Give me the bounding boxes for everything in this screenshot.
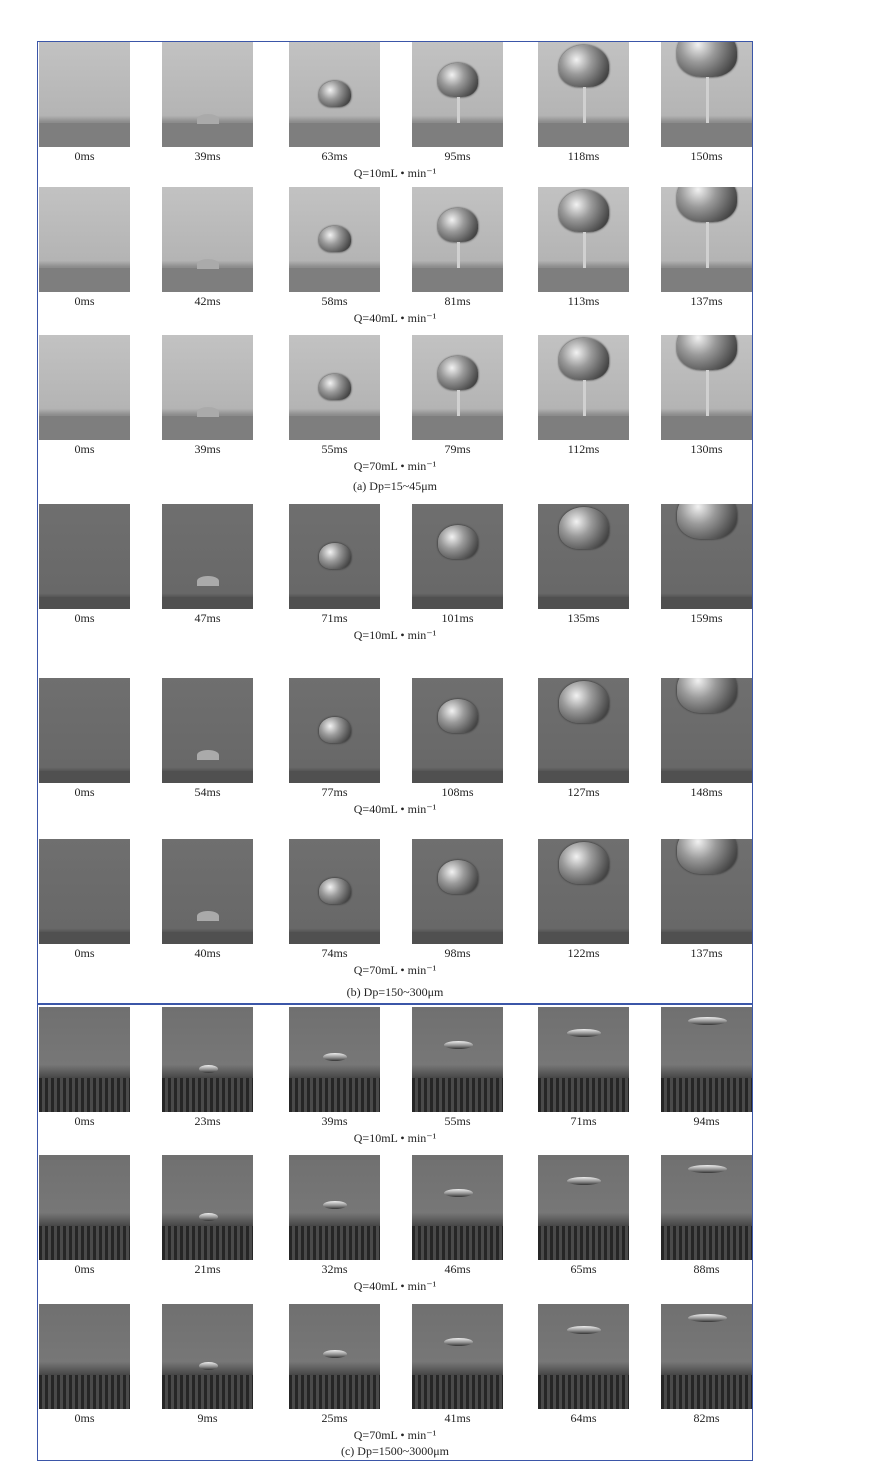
video-frame (289, 1007, 380, 1112)
bubble-shape (319, 81, 350, 107)
caption-b: (b) Dp=150~300μm (346, 985, 444, 999)
video-frame (412, 678, 503, 783)
time-label: 130ms (690, 442, 723, 456)
bubble-stem (457, 390, 460, 416)
video-frame (538, 1007, 629, 1112)
bubble-shape (323, 1201, 347, 1209)
video-frame (538, 839, 629, 944)
time-label: 54ms (194, 785, 221, 799)
bed-surface (39, 597, 130, 609)
bed-surface (39, 416, 130, 440)
video-frame (39, 839, 130, 944)
bed-surface (538, 268, 629, 292)
video-frame (538, 504, 629, 609)
bed-surface (661, 597, 752, 609)
bubble-stem (583, 380, 586, 416)
bubble-shape (444, 1189, 473, 1197)
time-label: 0ms (74, 1411, 95, 1425)
time-label: 0ms (74, 1262, 95, 1276)
bubble-stem (706, 77, 709, 123)
bed-surface (538, 771, 629, 783)
bed-surface (162, 1226, 253, 1260)
bed-surface (39, 771, 130, 783)
video-frame (289, 1155, 380, 1260)
bed-surface (412, 123, 503, 147)
time-label: 81ms (444, 294, 471, 308)
video-frame (162, 504, 253, 609)
video-frame (39, 678, 130, 783)
time-label: 23ms (194, 1114, 221, 1128)
bed-surface (412, 1078, 503, 1112)
bed-surface (412, 416, 503, 440)
bed-surface (538, 932, 629, 944)
bed-surface (162, 932, 253, 944)
video-frame (289, 1304, 380, 1409)
video-frame (289, 335, 380, 440)
time-label: 55ms (444, 1114, 471, 1128)
video-frame (412, 187, 503, 292)
time-label: 0ms (74, 946, 95, 960)
time-label: 71ms (321, 611, 348, 625)
video-frame (162, 42, 253, 147)
bubble-shape (323, 1350, 347, 1358)
bed-surface (538, 123, 629, 147)
bed-surface (538, 1078, 629, 1112)
time-label: 113ms (567, 294, 600, 308)
time-label: 0ms (74, 1114, 95, 1128)
image-row (38, 678, 752, 816)
bubble-shape (677, 504, 737, 539)
video-frame (162, 678, 253, 783)
video-frame (538, 42, 629, 147)
bubble-shape (197, 114, 219, 124)
bed-surface (538, 1226, 629, 1260)
time-label: 32ms (321, 1262, 348, 1276)
bubble-stem (457, 242, 460, 268)
time-label: 0ms (74, 294, 95, 308)
video-frame (162, 1007, 253, 1112)
bubble-shape (559, 45, 609, 87)
bed-surface (661, 268, 752, 292)
bubble-shape (567, 1029, 601, 1037)
bubble-shape (559, 842, 609, 884)
bed-surface (661, 1226, 752, 1260)
video-frame (289, 42, 380, 147)
video-frame (538, 335, 629, 440)
time-label: 64ms (570, 1411, 597, 1425)
bubble-shape (323, 1053, 347, 1061)
bubble-shape (677, 335, 737, 370)
bubble-stem (457, 97, 460, 123)
bubble-shape (319, 878, 350, 904)
bed-surface (538, 597, 629, 609)
bed-surface (538, 416, 629, 440)
time-label: 21ms (194, 1262, 221, 1276)
time-label: 46ms (444, 1262, 471, 1276)
time-label: 101ms (441, 611, 474, 625)
video-frame (289, 504, 380, 609)
bed-surface (538, 1375, 629, 1409)
bubble-stem (583, 232, 586, 268)
bed-surface (289, 123, 380, 147)
video-frame (39, 187, 130, 292)
flow-rate-label: Q=70mL • min⁻¹ (353, 1428, 437, 1442)
time-label: 39ms (194, 442, 221, 456)
bubble-shape (444, 1041, 473, 1049)
image-row (38, 42, 752, 180)
video-frame (162, 1304, 253, 1409)
bubble-shape (559, 338, 609, 380)
bubble-shape (567, 1177, 601, 1185)
video-frame (39, 504, 130, 609)
time-label: 74ms (321, 946, 348, 960)
video-frame (412, 1304, 503, 1409)
bed-surface (289, 1375, 380, 1409)
bed-surface (289, 932, 380, 944)
time-label: 39ms (194, 149, 221, 163)
bubble-shape (197, 576, 219, 586)
bubble-shape (199, 1362, 218, 1370)
bubble-shape (438, 356, 479, 390)
video-frame (39, 1304, 130, 1409)
bed-surface (289, 416, 380, 440)
video-frame (412, 1155, 503, 1260)
caption-c: (c) Dp=1500~3000μm (340, 1444, 449, 1458)
time-label: 0ms (74, 149, 95, 163)
video-frame (661, 42, 752, 147)
time-label: 63ms (321, 149, 348, 163)
time-label: 88ms (693, 1262, 720, 1276)
video-frame (289, 839, 380, 944)
bubble-shape (677, 839, 737, 874)
bubble-shape (444, 1338, 473, 1346)
bed-surface (162, 123, 253, 147)
flow-rate-label: Q=10mL • min⁻¹ (353, 628, 437, 642)
time-label: 118ms (567, 149, 600, 163)
bubble-shape (438, 860, 479, 894)
bubble-shape (438, 525, 479, 559)
image-row (38, 335, 752, 473)
time-label: 0ms (74, 442, 95, 456)
bed-surface (39, 123, 130, 147)
bed-surface (412, 771, 503, 783)
time-label: 135ms (567, 611, 600, 625)
time-label: 150ms (690, 149, 723, 163)
video-frame (661, 1304, 752, 1409)
time-label: 127ms (567, 785, 600, 799)
time-label: 9ms (197, 1411, 218, 1425)
bubble-shape (567, 1326, 601, 1334)
time-label: 137ms (690, 946, 723, 960)
time-label: 137ms (690, 294, 723, 308)
bubble-shape (559, 190, 609, 232)
bubble-shape (197, 911, 219, 921)
time-label: 71ms (570, 1114, 597, 1128)
video-frame (412, 839, 503, 944)
time-label: 25ms (321, 1411, 348, 1425)
time-label: 40ms (194, 946, 221, 960)
bed-surface (661, 123, 752, 147)
video-frame (412, 504, 503, 609)
bed-surface (162, 1078, 253, 1112)
bubble-shape (319, 543, 350, 569)
time-label: 0ms (74, 611, 95, 625)
bubble-shape (559, 681, 609, 723)
time-label: 94ms (693, 1114, 720, 1128)
bed-surface (39, 268, 130, 292)
time-label: 95ms (444, 149, 471, 163)
bubble-shape (199, 1213, 218, 1221)
bed-surface (39, 932, 130, 944)
image-row (38, 1155, 752, 1293)
video-frame (289, 678, 380, 783)
bubble-shape (319, 374, 350, 400)
video-frame (661, 1155, 752, 1260)
flow-rate-label: Q=10mL • min⁻¹ (353, 166, 437, 180)
video-frame (412, 42, 503, 147)
time-label: 58ms (321, 294, 348, 308)
bed-surface (39, 1375, 130, 1409)
flow-rate-label: Q=70mL • min⁻¹ (353, 963, 437, 977)
time-label: 65ms (570, 1262, 597, 1276)
bubble-shape (559, 507, 609, 549)
flow-rate-label: Q=10mL • min⁻¹ (353, 1131, 437, 1145)
bed-surface (162, 268, 253, 292)
time-label: 122ms (567, 946, 600, 960)
video-frame (538, 1304, 629, 1409)
bed-surface (162, 416, 253, 440)
video-frame (661, 1007, 752, 1112)
time-label: 159ms (690, 611, 723, 625)
bubble-shape (319, 717, 350, 743)
bubble-shape (438, 208, 479, 242)
video-frame (162, 187, 253, 292)
time-label: 108ms (441, 785, 474, 799)
bubble-shape (677, 187, 737, 222)
bed-surface (412, 268, 503, 292)
bed-surface (412, 597, 503, 609)
flow-rate-label: Q=40mL • min⁻¹ (353, 311, 437, 325)
bed-surface (412, 932, 503, 944)
bed-surface (661, 771, 752, 783)
panel-c (37, 1004, 753, 1461)
video-frame (39, 335, 130, 440)
bed-surface (289, 1226, 380, 1260)
bubble-shape (197, 407, 219, 417)
bed-surface (412, 1375, 503, 1409)
video-frame (538, 1155, 629, 1260)
image-row (38, 1007, 752, 1145)
bubble-stem (706, 370, 709, 416)
bubble-shape (199, 1065, 218, 1073)
time-label: 77ms (321, 785, 348, 799)
bed-surface (661, 1375, 752, 1409)
bubble-shape (197, 259, 219, 269)
bubble-shape (319, 226, 350, 252)
bubble-stem (706, 222, 709, 268)
bubble-shape (677, 42, 737, 77)
bed-surface (39, 1078, 130, 1112)
time-label: 98ms (444, 946, 471, 960)
bubble-shape (688, 1017, 727, 1025)
video-frame (412, 335, 503, 440)
video-frame (538, 187, 629, 292)
bed-surface (289, 597, 380, 609)
video-frame (661, 678, 752, 783)
time-label: 82ms (693, 1411, 720, 1425)
video-frame (289, 187, 380, 292)
flow-rate-label: Q=70mL • min⁻¹ (353, 459, 437, 473)
video-frame (538, 678, 629, 783)
bubble-stem (583, 87, 586, 123)
time-label: 0ms (74, 785, 95, 799)
bed-surface (162, 771, 253, 783)
time-label: 55ms (321, 442, 348, 456)
time-label: 41ms (444, 1411, 471, 1425)
video-frame (162, 839, 253, 944)
bed-surface (162, 597, 253, 609)
flow-rate-label: Q=40mL • min⁻¹ (353, 1279, 437, 1293)
video-frame (661, 839, 752, 944)
bed-surface (39, 1226, 130, 1260)
bed-surface (289, 1078, 380, 1112)
bed-surface (412, 1226, 503, 1260)
image-row (38, 187, 752, 325)
bubble-shape (438, 63, 479, 97)
bubble-shape (438, 699, 479, 733)
bubble-shape (677, 678, 737, 713)
bed-surface (289, 771, 380, 783)
bubble-shape (688, 1314, 727, 1322)
bed-surface (289, 268, 380, 292)
bed-surface (162, 1375, 253, 1409)
flow-rate-label: Q=40mL • min⁻¹ (353, 802, 437, 816)
panel-a-b (37, 41, 753, 1004)
image-row (38, 839, 752, 977)
video-frame (661, 504, 752, 609)
video-frame (39, 42, 130, 147)
bed-surface (661, 1078, 752, 1112)
video-frame (39, 1007, 130, 1112)
bed-surface (661, 932, 752, 944)
bed-surface (661, 416, 752, 440)
time-label: 42ms (194, 294, 221, 308)
video-frame (661, 335, 752, 440)
time-label: 47ms (194, 611, 221, 625)
caption-a: (a) Dp=15~45μm (352, 479, 437, 493)
video-frame (162, 335, 253, 440)
time-label: 148ms (690, 785, 723, 799)
image-row (38, 504, 752, 642)
bubble-shape (197, 750, 219, 760)
time-label: 39ms (321, 1114, 348, 1128)
bubble-shape (688, 1165, 727, 1173)
time-label: 112ms (567, 442, 600, 456)
image-row (38, 1304, 752, 1442)
video-frame (412, 1007, 503, 1112)
video-frame (39, 1155, 130, 1260)
video-frame (661, 187, 752, 292)
time-label: 79ms (444, 442, 471, 456)
video-frame (162, 1155, 253, 1260)
